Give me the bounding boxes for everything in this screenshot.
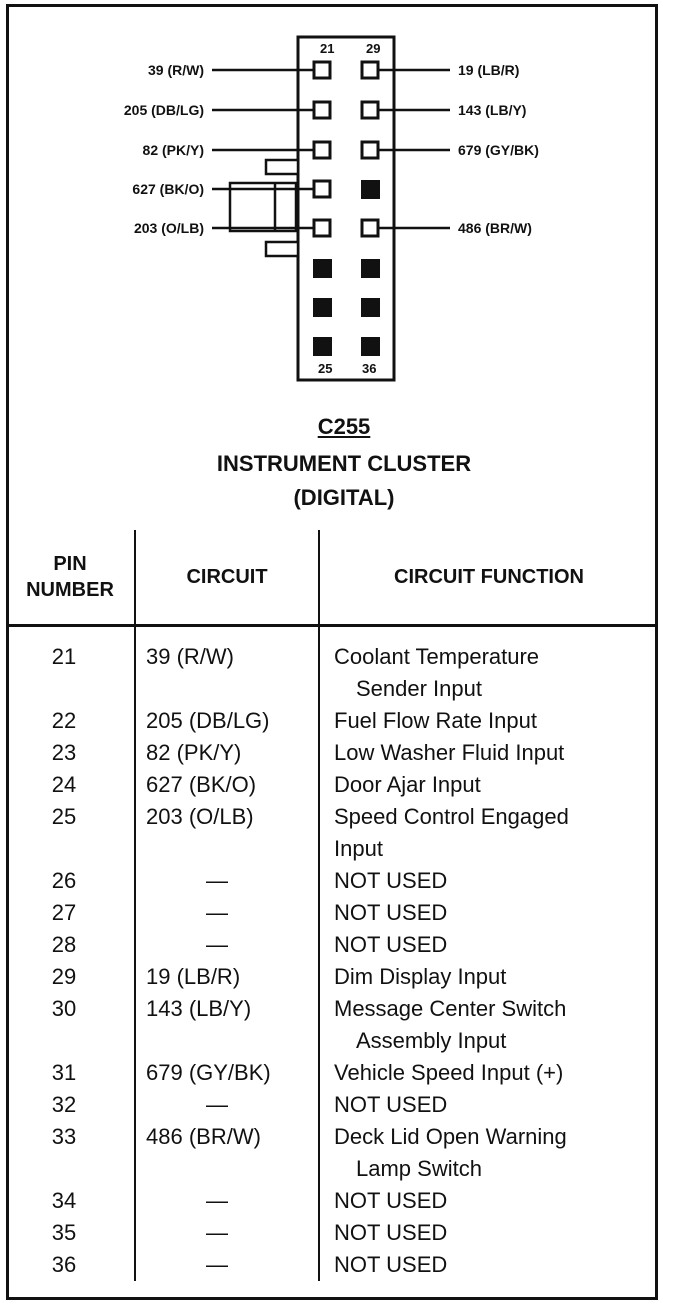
pin-number-cell: 25 bbox=[51, 804, 77, 829]
wire-label: 143 (LB/Y) bbox=[458, 102, 527, 118]
table-header-row bbox=[6, 530, 658, 626]
table-row bbox=[6, 993, 658, 1057]
table-row bbox=[6, 626, 658, 706]
table-body bbox=[6, 626, 658, 1282]
pin-cavity bbox=[362, 62, 378, 78]
circuit-function-text: Door Ajar Input bbox=[334, 772, 481, 797]
circuit-function-cell bbox=[319, 626, 658, 706]
table-row bbox=[6, 897, 658, 929]
circuit-function-text: NOT USED bbox=[334, 1252, 448, 1277]
circuit-function-cell bbox=[319, 993, 658, 1057]
circuit-function-text: Deck Lid Open Warning bbox=[334, 1124, 567, 1149]
pin-number-cell: 35 bbox=[51, 1220, 77, 1245]
circuit-cell: 627 (BK/O) bbox=[135, 769, 319, 801]
table-row bbox=[6, 929, 658, 961]
pin-cavity-empty bbox=[361, 180, 380, 199]
table-row bbox=[6, 737, 658, 769]
connector-variant: (DIGITAL) bbox=[293, 485, 395, 510]
circuit-cell: — bbox=[135, 929, 319, 961]
circuit-function-continuation: Lamp Switch bbox=[356, 1156, 482, 1181]
circuit-cell: — bbox=[135, 897, 319, 929]
table-row bbox=[6, 1217, 658, 1249]
circuit-cell: 203 (O/LB) bbox=[135, 801, 319, 865]
circuit-function-continuation: Sender Input bbox=[356, 676, 482, 701]
pin-number-cell: 33 bbox=[51, 1124, 77, 1149]
pin-cavity-empty bbox=[361, 337, 380, 356]
connector-lock-tab bbox=[266, 242, 298, 256]
pin-table bbox=[6, 530, 658, 1281]
circuit-function-text: Dim Display Input bbox=[334, 964, 507, 989]
table-row bbox=[6, 1121, 658, 1185]
pin-cavity bbox=[314, 142, 330, 158]
wire-label: 486 (BR/W) bbox=[458, 220, 532, 236]
table-row bbox=[6, 1185, 658, 1217]
circuit-cell: — bbox=[135, 1217, 319, 1249]
header-pin-line1: PIN bbox=[53, 553, 87, 575]
pin-number-cell: 22 bbox=[51, 708, 77, 733]
header-circuit: CIRCUIT bbox=[135, 530, 319, 626]
circuit-function-cell bbox=[319, 801, 658, 865]
circuit-function-cell bbox=[319, 897, 658, 929]
circuit-cell: 39 (R/W) bbox=[135, 626, 319, 706]
wire-label: 82 (PK/Y) bbox=[142, 142, 204, 158]
circuit-function-text: Vehicle Speed Input (+) bbox=[334, 1060, 564, 1085]
circuit-function-text: NOT USED bbox=[334, 900, 448, 925]
table-row bbox=[6, 705, 658, 737]
pin-number-cell: 31 bbox=[51, 1060, 77, 1085]
table-row bbox=[6, 801, 658, 865]
circuit-cell: — bbox=[135, 1089, 319, 1121]
circuit-cell: — bbox=[135, 865, 319, 897]
wire-label: 203 (O/LB) bbox=[133, 220, 204, 236]
circuit-function-cell bbox=[319, 1121, 658, 1185]
circuit-function-cell bbox=[319, 1217, 658, 1249]
circuit-function-cell bbox=[319, 961, 658, 993]
pin-cavity bbox=[314, 220, 330, 236]
pin-number-cell: 29 bbox=[51, 964, 77, 989]
circuit-function-cell bbox=[319, 737, 658, 769]
circuit-function-text: Fuel Flow Rate Input bbox=[334, 708, 537, 733]
pin-number-top-right: 29 bbox=[366, 41, 381, 56]
circuit-function-text: NOT USED bbox=[334, 1220, 448, 1245]
circuit-function-cell bbox=[319, 1057, 658, 1089]
table-row bbox=[6, 769, 658, 801]
table-row bbox=[6, 865, 658, 897]
circuit-function-text: Coolant Temperature bbox=[334, 644, 540, 669]
circuit-function-cell bbox=[319, 865, 658, 897]
circuit-function-cell bbox=[319, 705, 658, 737]
wire-label: 679 (GY/BK) bbox=[458, 142, 539, 158]
pin-cavity bbox=[314, 62, 330, 78]
pin-number-cell: 28 bbox=[51, 932, 77, 957]
pin-cavity-empty bbox=[361, 259, 380, 278]
connector-id: C255 bbox=[317, 414, 371, 439]
connector-lock-tab bbox=[266, 160, 298, 174]
circuit-function-cell bbox=[319, 929, 658, 961]
header-circuit-function: CIRCUIT FUNCTION bbox=[319, 530, 658, 626]
connector-housing bbox=[298, 37, 394, 380]
pin-number-cell: 36 bbox=[51, 1252, 77, 1277]
circuit-function-cell bbox=[319, 769, 658, 801]
circuit-function-text: Message Center Switch bbox=[334, 996, 567, 1021]
pin-number-bottom-left: 25 bbox=[318, 361, 333, 376]
pin-cavity-empty bbox=[361, 298, 380, 317]
pin-cavity bbox=[362, 102, 378, 118]
pin-cavity-empty bbox=[313, 298, 332, 317]
circuit-cell: 486 (BR/W) bbox=[135, 1121, 319, 1185]
table-row bbox=[6, 961, 658, 993]
right-wire-leads bbox=[378, 70, 450, 228]
header-pin-number bbox=[6, 530, 135, 626]
pin-number-cell: 27 bbox=[51, 900, 77, 925]
circuit-function-text: NOT USED bbox=[334, 932, 448, 957]
circuit-function-continuation: Assembly Input bbox=[356, 1028, 507, 1053]
pin-cavity-empty bbox=[313, 337, 332, 356]
wire-label: 205 (DB/LG) bbox=[123, 102, 204, 118]
circuit-cell: 19 (LB/R) bbox=[135, 961, 319, 993]
circuit-function-cell bbox=[319, 1249, 658, 1281]
pin-number-cell: 34 bbox=[51, 1188, 77, 1213]
pin-number-top-left: 21 bbox=[320, 41, 335, 56]
circuit-function-text: Speed Control Engaged bbox=[334, 804, 569, 829]
pin-number-cell: 26 bbox=[51, 868, 77, 893]
connector-name: INSTRUMENT CLUSTER bbox=[216, 451, 472, 476]
circuit-function-text: NOT USED bbox=[334, 868, 448, 893]
circuit-cell: — bbox=[135, 1185, 319, 1217]
pin-number-bottom-right: 36 bbox=[362, 361, 377, 376]
circuit-function-continuation: Input bbox=[334, 836, 383, 861]
circuit-cell: 205 (DB/LG) bbox=[135, 705, 319, 737]
circuit-function-text: NOT USED bbox=[334, 1188, 448, 1213]
pin-cavity bbox=[362, 142, 378, 158]
circuit-function-text: NOT USED bbox=[334, 1092, 448, 1117]
circuit-cell: 679 (GY/BK) bbox=[135, 1057, 319, 1089]
wire-label: 627 (BK/O) bbox=[132, 181, 204, 197]
circuit-function-cell bbox=[319, 1185, 658, 1217]
circuit-cell: — bbox=[135, 1249, 319, 1281]
pin-cavity bbox=[314, 102, 330, 118]
pin-number-cell: 23 bbox=[51, 740, 77, 765]
wire-label: 19 (LB/R) bbox=[458, 62, 520, 78]
pin-number-cell: 32 bbox=[51, 1092, 77, 1117]
pin-cavity bbox=[362, 220, 378, 236]
table-row bbox=[6, 1249, 658, 1281]
pin-number-cell: 21 bbox=[51, 644, 77, 669]
circuit-function-text: Low Washer Fluid Input bbox=[334, 740, 565, 765]
pin-cavity-empty bbox=[313, 259, 332, 278]
pin-number-cell: 24 bbox=[51, 772, 77, 797]
wire-label: 39 (R/W) bbox=[148, 62, 204, 78]
pin-number-cell: 30 bbox=[51, 996, 77, 1021]
circuit-cell: 143 (LB/Y) bbox=[135, 993, 319, 1057]
circuit-function-cell bbox=[319, 1089, 658, 1121]
table-row bbox=[6, 1089, 658, 1121]
circuit-cell: 82 (PK/Y) bbox=[135, 737, 319, 769]
pin-cavity bbox=[314, 181, 330, 197]
header-pin-line2: NUMBER bbox=[26, 579, 114, 601]
table-row bbox=[6, 1057, 658, 1089]
